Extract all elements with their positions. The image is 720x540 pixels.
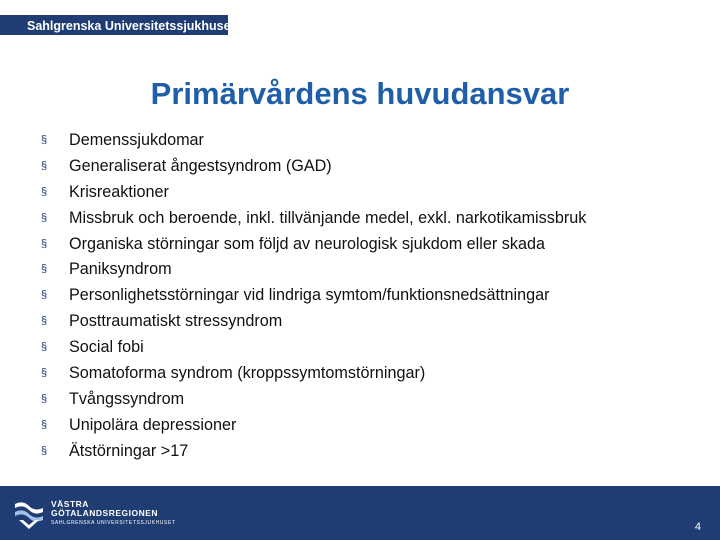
- footer-bar: [0, 486, 720, 540]
- list-item-text: Somatoforma syndrom (kroppssymtomstörningar): [69, 364, 426, 383]
- list-item: [41, 206, 586, 232]
- list-item-text: Missbruk och beroende, inkl. tillvänjande medel, exkl. narkotikamissbruk: [69, 208, 587, 227]
- list-item: [41, 309, 586, 335]
- vgr-logo-icon: [13, 498, 45, 530]
- list-item-text: Tvångssyndrom: [69, 389, 185, 408]
- bullet-icon: §: [41, 392, 48, 405]
- bullet-icon: §: [41, 418, 48, 431]
- list-item: [41, 232, 586, 258]
- list-item-text: Organiska störningar som följd av neurologisk sjukdom eller skada: [69, 234, 545, 253]
- bullet-icon: §: [41, 185, 48, 198]
- slide-title: Primärvårdens huvudansvar: [150, 76, 570, 111]
- logo-line-3: SAHLGRENSKA UNIVERSITETSSJUKHUSET: [51, 520, 176, 526]
- list-item: [41, 413, 586, 439]
- list-item-text: Paniksyndrom: [69, 260, 172, 279]
- bullet-icon: §: [41, 134, 48, 146]
- bullet-icon: §: [41, 289, 48, 302]
- bullet-icon: §: [41, 263, 48, 276]
- list-item-text: Ätstörningar >17: [69, 441, 189, 460]
- list-item: [41, 154, 586, 180]
- page-number: 4: [694, 521, 701, 533]
- bullet-icon: §: [41, 211, 48, 224]
- bullet-list: [41, 128, 586, 465]
- bullet-icon: §: [41, 367, 48, 380]
- list-item-text: Generaliserat ångestsyndrom (GAD): [69, 156, 332, 175]
- bullet-icon: §: [41, 315, 48, 328]
- logo-line-1: VÄSTRA: [51, 499, 89, 509]
- list-item: [41, 128, 586, 154]
- bullet-icon: §: [41, 341, 48, 354]
- logo-text: [51, 500, 176, 528]
- list-item-text: Posttraumatiskt stressyndrom: [69, 312, 283, 331]
- bullet-icon: §: [41, 159, 48, 172]
- list-item-text: Personlighetsstörningar vid lindriga symtom/funktionsnedsättningar: [69, 286, 550, 305]
- list-item: [41, 387, 586, 413]
- bullet-icon: §: [41, 237, 48, 250]
- list-item: [41, 361, 586, 387]
- list-item: [41, 335, 586, 361]
- list-item: [41, 439, 586, 465]
- list-item-text: Social fobi: [69, 338, 144, 357]
- logo-line-2: GÖTALANDSREGIONEN: [51, 508, 159, 518]
- list-item: [41, 283, 586, 309]
- list-item: [41, 257, 586, 283]
- institution-name: Sahlgrenska Universitetssjukhuset: [27, 19, 235, 33]
- list-item-text: Unipolära depressioner: [69, 415, 237, 434]
- list-item: [41, 180, 586, 206]
- list-item-text: Krisreaktioner: [69, 182, 169, 201]
- list-item-text: Demenssjukdomar: [69, 131, 204, 149]
- bullet-icon: §: [41, 444, 48, 457]
